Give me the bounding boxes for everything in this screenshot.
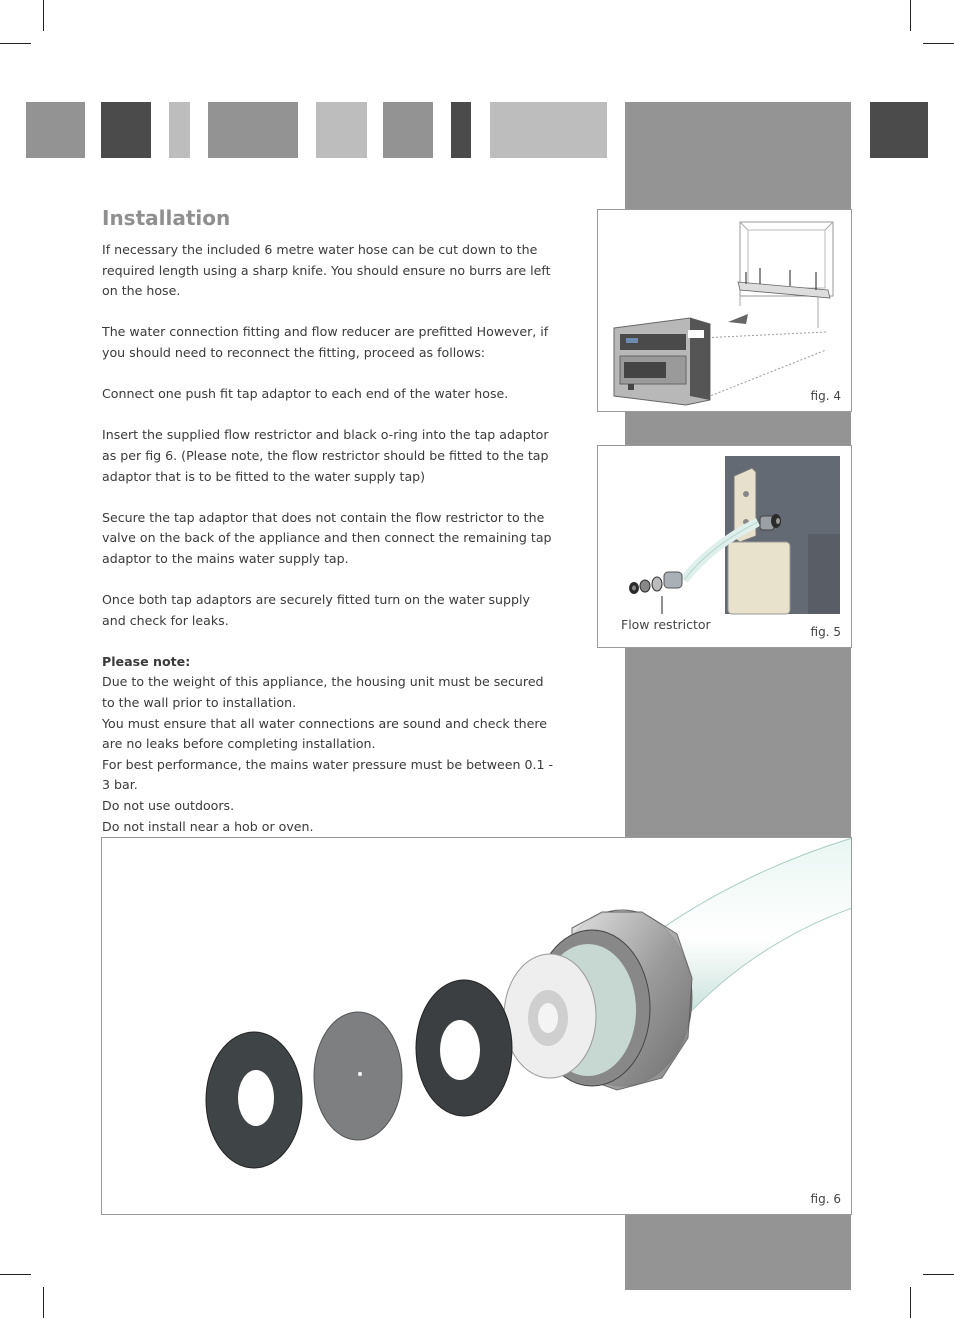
built-in-appliance-illustration [598,210,851,411]
figure-4 [597,209,852,412]
crop-mark [43,0,44,31]
paragraph: Connect one push fit tap adaptor to each end of the water hose. [102,386,509,402]
header-bar [208,102,298,158]
crop-mark [923,1274,954,1275]
paragraph: If necessary the included 6 metre water hose can be cut down to the required length using a sharp knife. You should ensure no burrs are left on the hose. [102,242,551,299]
note-line: Do not install near a hob or oven. [102,818,314,834]
note-line: You must ensure that all water connections are sound and check there are no leaks before completing installation. [102,715,548,752]
crop-mark [910,1287,911,1318]
crop-mark [923,43,954,44]
note-heading: Please note: [102,653,191,669]
tap-adaptor-exploded-illustration [102,838,851,1214]
paragraph: Secure the tap adaptor that does not contain the flow restrictor to the valve on the back of the appliance and then connect the remaining tap adaptor to the mains water supply tap. [102,509,552,566]
header-bar [870,102,928,158]
header-bar [26,102,85,158]
figure-4-label: fig. 4 [810,389,841,403]
figure-5 [597,445,852,648]
flow-restrictor-callout: Flow restrictor [621,617,711,632]
header-bar [169,102,190,158]
paragraph: Once both tap adaptors are securely fitted turn on the water supply and check for leaks. [102,592,530,628]
header-bar [490,102,607,158]
paragraph: The water connection fitting and flow reducer are prefitted However, if you should need to reconnect the fitting, proceed as follows: [102,324,549,360]
page-title: Installation [102,206,231,230]
figure-6-label: fig. 6 [810,1192,841,1206]
crop-mark [0,43,31,44]
header-bar [316,102,367,158]
note-line: For best performance, the mains water pressure must be between 0.1 - 3 bar. [102,756,554,793]
crop-mark [910,0,911,31]
header-bar [101,102,151,158]
figure-6 [101,837,852,1215]
crop-mark [43,1287,44,1318]
note-line: Due to the weight of this appliance, the housing unit must be secured to the wall prior to installation. [102,674,544,711]
header-bar [383,102,433,158]
figure-5-label: fig. 5 [810,625,841,639]
header-bar [451,102,471,158]
note-line: Do not use outdoors. [102,798,235,814]
crop-mark [0,1274,31,1275]
instructions-body [102,240,557,858]
paragraph: Insert the supplied flow restrictor and black o-ring into the tap adaptor as per fig 6. (Please note, the flow restrictor should be fitted to the tap adaptor that is to be fitted to the water supply tap) [102,427,549,484]
